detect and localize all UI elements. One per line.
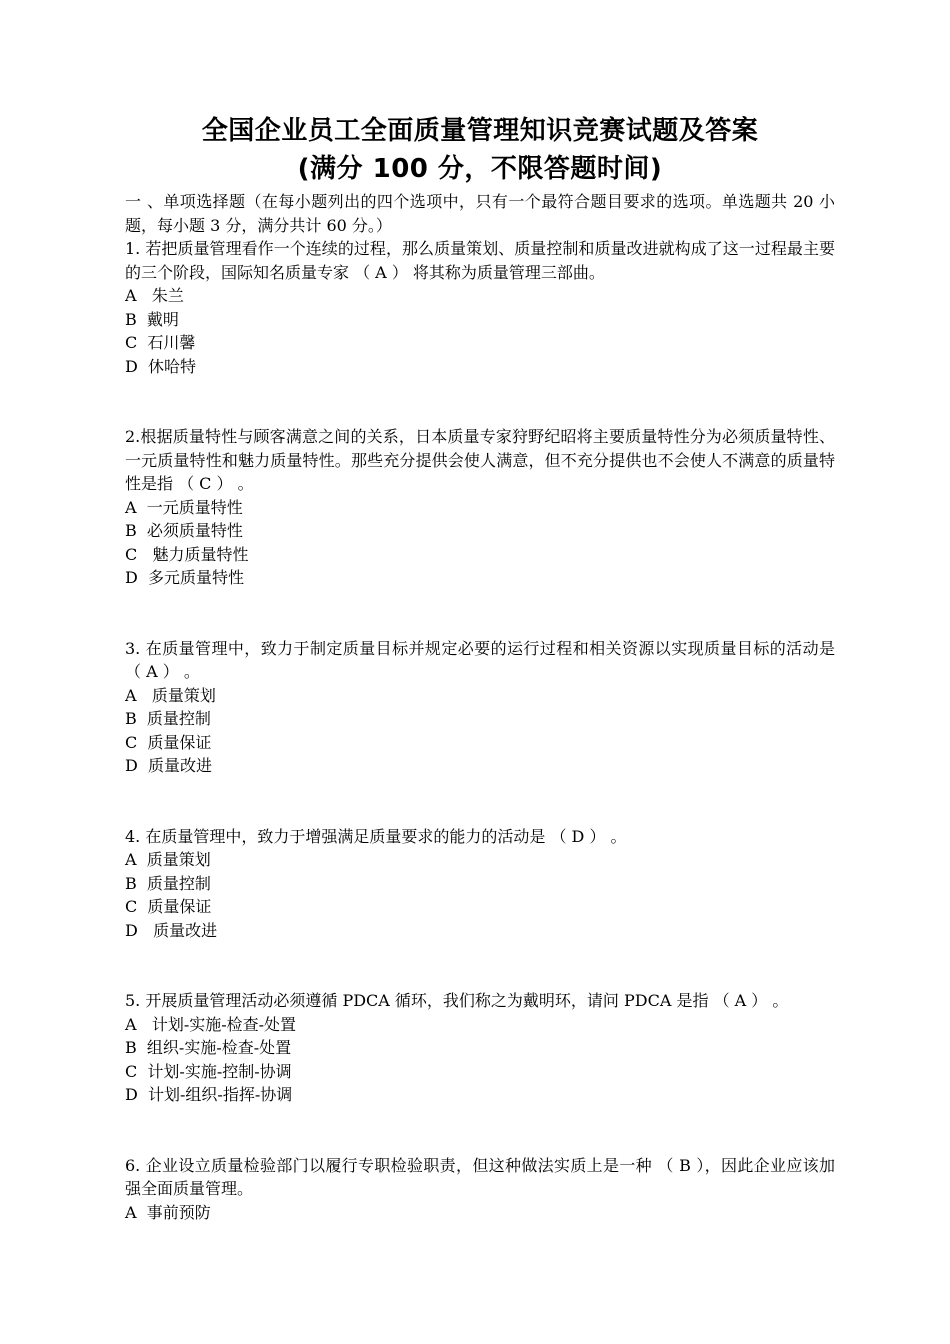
question-text: 3. 在质量管理中，致力于制定质量目标并规定必要的运行过程和相关资源以实现质量目标的活动是 （ A ） 。 [125, 638, 835, 681]
question-text: 5. 开展质量管理活动必须遵循 PDCA 循环，我们称之为戴明环，请问 PDCA 是指 （ A ） 。 [125, 991, 789, 1010]
question-4 [125, 825, 835, 943]
option-d: D 质量改进 [125, 920, 218, 940]
option-d: D 质量改进 [125, 756, 213, 775]
title-line-1: 全国企业员工全面质量管理知识竞赛试题及答案 [201, 116, 759, 146]
question-text: 6. 企业设立质量检验部门以履行专职检验职责，但这种做法实质上是一种 （ B ），因此企业应该加强全面质量管理。 [125, 1155, 835, 1198]
question-6 [125, 1154, 835, 1225]
question-5 [125, 989, 835, 1107]
option-d: D 多元质量特性 [125, 568, 245, 587]
option-b: B 质量控制 [125, 709, 211, 728]
option-b: B 必须质量特性 [125, 521, 243, 540]
option-a: A 质量策划 [125, 850, 211, 869]
title-line-2: (满分 100 分，不限答题时间) [297, 154, 663, 184]
option-d: D 休哈特 [125, 356, 197, 376]
option-c: C 质量保证 [125, 732, 212, 752]
option-d: D 计划-组织-指挥-协调 [125, 1085, 293, 1104]
document-title [125, 112, 835, 188]
section-intro: 一 、单项选择题（在每小题列出的四个选项中，只有一个最符合题目要求的选项。单选题共 20 小题，每小题 3 分，满分共计 60 分。） [125, 192, 835, 235]
option-a: A 事前预防 [125, 1202, 211, 1222]
option-c: C 石川馨 [125, 333, 196, 352]
option-c: C 魅力质量特性 [125, 544, 249, 564]
option-c: C 计划-实施-控制-协调 [125, 1061, 292, 1081]
option-a: A 一元质量特性 [125, 497, 243, 517]
option-b: B 质量控制 [125, 873, 211, 893]
question-list [125, 237, 835, 1224]
option-c: C 质量保证 [125, 897, 212, 916]
document-page [125, 112, 835, 1224]
question-text: 1. 若把质量管理看作一个连续的过程，那么质量策划、质量控制和质量改进就构成了这一过程最主要的三个阶段，国际知名质量专家 （ A ） 将其称为质量管理三部曲。 [125, 239, 835, 282]
option-a: A 计划-实施-检查-处置 [125, 1014, 297, 1034]
question-2 [125, 425, 835, 590]
question-text: 2.根据质量特性与顾客满意之间的关系，日本质量专家狩野纪昭将主要质量特性分为必须质量特性、一元质量特性和魅力质量特性。那些充分提供会使人满意，但不充分提供也不会使人不满意的质量特性是指 （ C ） 。 [125, 427, 835, 493]
option-b: B 戴明 [125, 309, 179, 329]
question-3 [125, 637, 835, 778]
option-a: A 质量策划 [125, 685, 216, 705]
option-a: A 朱兰 [125, 286, 184, 305]
question-1 [125, 237, 835, 378]
question-text: 4. 在质量管理中，致力于增强满足质量要求的能力的活动是 （ D ） 。 [125, 826, 627, 846]
option-b: B 组织-实施-检查-处置 [125, 1038, 292, 1057]
